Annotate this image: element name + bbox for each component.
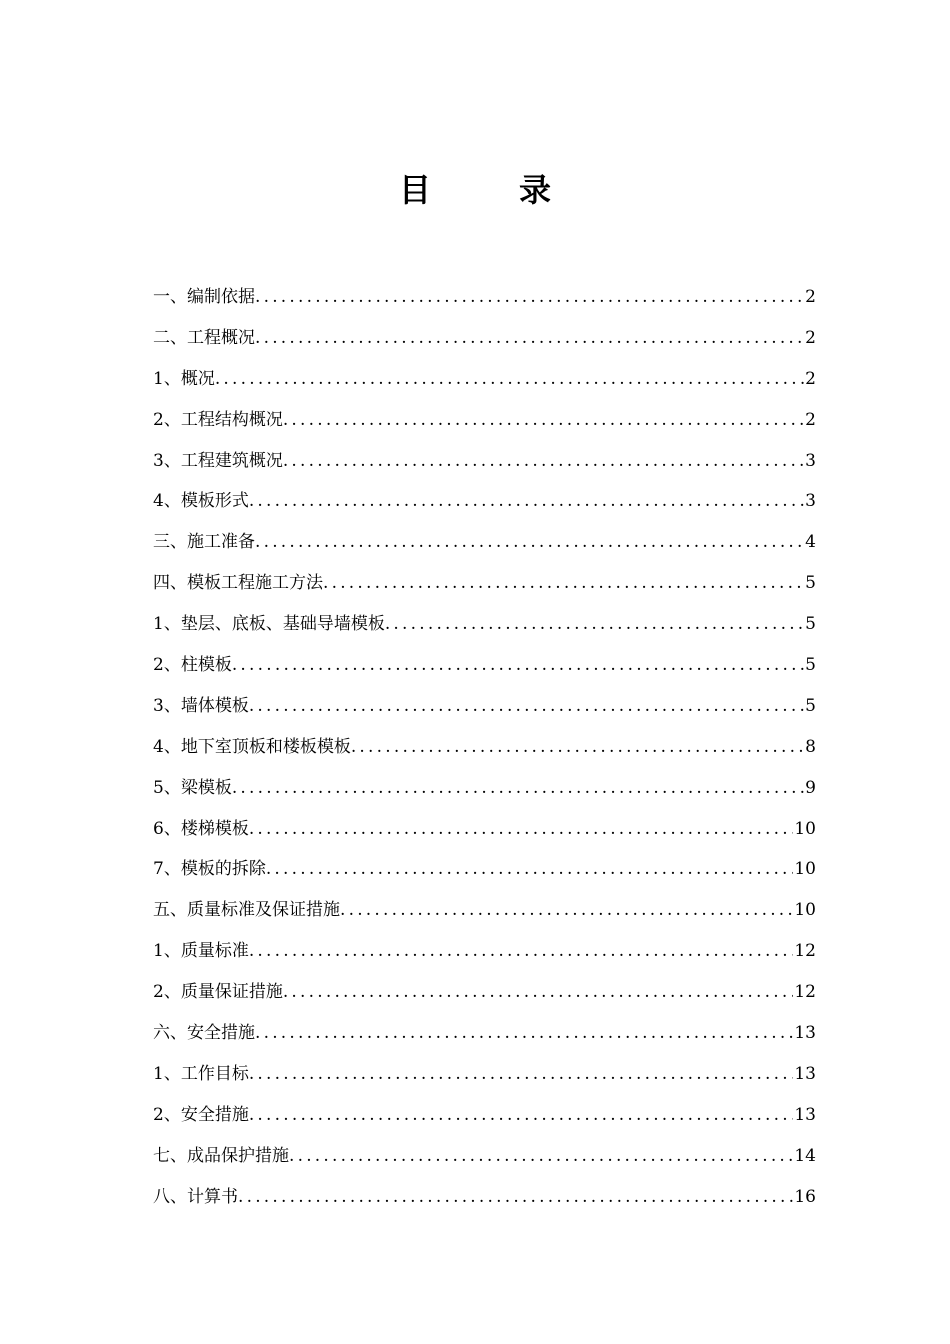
- toc-entry[interactable]: [153, 972, 816, 1013]
- toc-entry[interactable]: [153, 1095, 816, 1136]
- toc-dot-leader: [340, 890, 793, 931]
- toc-dot-leader: [255, 522, 804, 563]
- toc-entry-page-number: 5: [805, 614, 816, 635]
- toc-entry-page-number: 8: [805, 736, 816, 757]
- toc-entry-label: 7、模板的拆除: [153, 859, 266, 880]
- toc-entry-page-number: 2: [805, 368, 816, 389]
- toc-entry-label: 2、工程结构概况: [153, 409, 283, 430]
- toc-entry-page-number: 4: [805, 532, 816, 553]
- toc-entry[interactable]: [153, 686, 816, 727]
- toc-entry[interactable]: [153, 318, 816, 359]
- toc-dot-leader: [255, 277, 804, 318]
- toc-dot-leader: [249, 809, 794, 850]
- toc-dot-leader: [238, 1177, 793, 1218]
- toc-entry[interactable]: [153, 727, 816, 768]
- toc-entry-label: 2、安全措施: [153, 1104, 249, 1125]
- toc-entry[interactable]: [153, 359, 816, 400]
- toc-entry-page-number: 13: [794, 1023, 816, 1044]
- toc-dot-leader: [283, 972, 794, 1013]
- toc-entry[interactable]: [153, 400, 816, 441]
- toc-entry-label: 五、质量标准及保证措施: [153, 900, 340, 921]
- toc-entry-label: 3、墙体模板: [153, 695, 249, 716]
- toc-entry-page-number: 12: [794, 982, 816, 1003]
- toc-entry-page-number: 5: [805, 655, 816, 676]
- toc-dot-leader: [232, 645, 804, 686]
- toc-entry-page-number: 13: [794, 1104, 816, 1125]
- toc-entry-page-number: 9: [805, 777, 816, 798]
- toc-entry-label: 二、工程概况: [153, 327, 255, 348]
- toc-entry-label: 六、安全措施: [153, 1023, 255, 1044]
- toc-entry[interactable]: [153, 1013, 816, 1054]
- toc-entry[interactable]: [153, 809, 816, 850]
- toc-entry-page-number: 10: [794, 859, 816, 880]
- toc-dot-leader: [249, 686, 804, 727]
- toc-entry[interactable]: [153, 277, 816, 318]
- toc-dot-leader: [283, 441, 804, 482]
- toc-entry-page-number: 3: [805, 450, 816, 471]
- toc-entry-page-number: 3: [805, 491, 816, 512]
- toc-dot-leader: [255, 318, 804, 359]
- title-char-2: 录: [519, 171, 552, 209]
- toc-entry[interactable]: [153, 1054, 816, 1095]
- toc-entry-label: 2、柱模板: [153, 655, 232, 676]
- toc-entry-label: 八、计算书: [153, 1186, 238, 1207]
- toc-entry[interactable]: [153, 1136, 816, 1177]
- toc-entry-label: 四、模板工程施工方法: [153, 573, 323, 594]
- toc-dot-leader: [249, 481, 804, 522]
- toc-entry-label: 1、概况: [153, 368, 215, 389]
- toc-entry-page-number: 2: [805, 287, 816, 307]
- toc-entry-page-number: 13: [794, 1063, 816, 1084]
- toc-dot-leader: [249, 931, 794, 972]
- toc-entry-page-number: 10: [794, 818, 816, 839]
- toc-dot-leader: [249, 1054, 794, 1095]
- toc-entry[interactable]: [153, 604, 816, 645]
- toc-entry-label: 5、梁模板: [153, 777, 232, 798]
- toc-dot-leader: [232, 768, 804, 809]
- toc-dot-leader: [255, 1013, 793, 1054]
- toc-entry[interactable]: [153, 1177, 816, 1218]
- toc-entry-page-number: 2: [805, 327, 816, 348]
- toc-entry[interactable]: [153, 563, 816, 604]
- toc-entry-label: 2、质量保证措施: [153, 982, 283, 1003]
- toc-dot-leader: [289, 1136, 793, 1177]
- toc-entry-page-number: 10: [794, 900, 816, 921]
- toc-dot-leader: [351, 727, 804, 768]
- toc-entry-label: 1、工作目标: [153, 1063, 249, 1084]
- toc-entry-page-number: 16: [794, 1186, 816, 1207]
- toc-entry-label: 1、垫层、底板、基础导墙模板: [153, 614, 385, 635]
- toc-dot-leader: [266, 849, 794, 890]
- toc-entry[interactable]: [153, 768, 816, 809]
- toc-entry-page-number: 2: [805, 409, 816, 430]
- toc-entry-label: 4、模板形式: [153, 491, 249, 512]
- toc-entry-label: 七、成品保护措施: [153, 1145, 289, 1166]
- page-title: [0, 168, 950, 212]
- toc-dot-leader: [215, 359, 804, 400]
- toc-entry-page-number: 5: [805, 695, 816, 716]
- toc-entry-page-number: 12: [794, 941, 816, 962]
- toc-entry-page-number: 5: [805, 573, 816, 594]
- toc-entry[interactable]: [153, 481, 816, 522]
- toc-entry[interactable]: [153, 849, 816, 890]
- toc-entry-label: 6、楼梯模板: [153, 818, 249, 839]
- toc-entry-label: 1、质量标准: [153, 941, 249, 962]
- toc-entry-label: 三、施工准备: [153, 532, 255, 553]
- toc-entry-page-number: 14: [794, 1145, 816, 1166]
- toc-entry[interactable]: [153, 441, 816, 482]
- toc-dot-leader: [323, 563, 804, 604]
- toc-entry-label: 一、编制依据: [153, 287, 255, 307]
- title-char-1: 目: [398, 171, 431, 209]
- table-of-contents: [153, 277, 816, 1217]
- toc-entry[interactable]: [153, 931, 816, 972]
- toc-dot-leader: [385, 604, 804, 645]
- toc-entry[interactable]: [153, 645, 816, 686]
- toc-dot-leader: [283, 400, 804, 441]
- toc-entry[interactable]: [153, 890, 816, 931]
- toc-dot-leader: [249, 1095, 794, 1136]
- toc-entry-label: 4、地下室顶板和楼板模板: [153, 736, 351, 757]
- toc-entry-label: 3、工程建筑概况: [153, 450, 283, 471]
- toc-entry[interactable]: [153, 522, 816, 563]
